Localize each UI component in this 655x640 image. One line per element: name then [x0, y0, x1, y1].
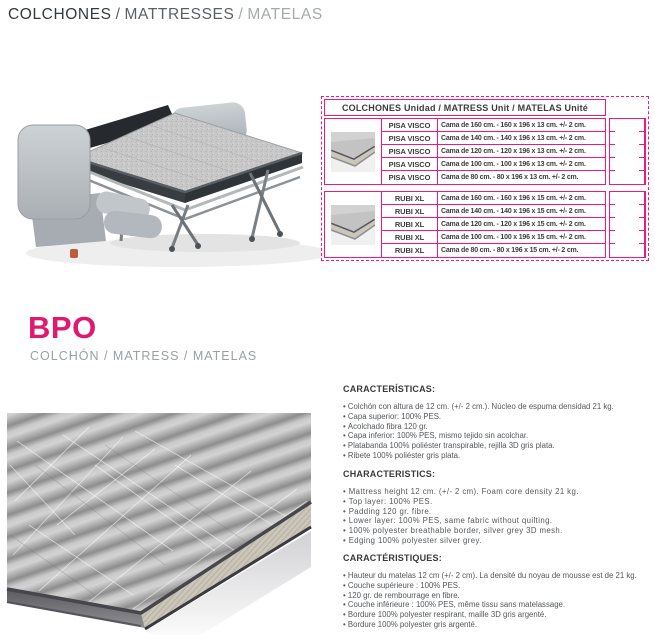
bullet-item: • Padding 120 gr. fibre.: [343, 507, 655, 517]
model-name-cell: RUBI XL: [382, 192, 438, 204]
mattress-closeup-illustration: [5, 405, 315, 635]
product-name: BPO: [28, 310, 97, 345]
bullet-item: • Mattress height 12 cm. (+/- 2 cm). Foam core density 21 kg.: [343, 487, 655, 497]
bullet-item: • Capa inferior: 100% PES, mismo tejido sin acolchar.: [343, 431, 655, 441]
size-desc-cell: Cama de 140 cm. - 140 x 196 x 13 cm. +/- 2 cm.: [441, 134, 586, 142]
bullet-item: • Acolchado fibra 120 gr.: [343, 422, 655, 432]
bullet-item: • Colchón con altura de 12 cm. (+/- 2 cm.). Núcleo de espuma densidad 21 kg.: [343, 402, 655, 412]
model-name-cell: PISA VISCO: [382, 119, 438, 131]
section-heading: CHARACTERISTICS:: [343, 469, 436, 479]
bullet-item: • Platabanda 100% poliéster transpirable, rejilla 3D gris plata.: [343, 441, 655, 451]
breadcrumb-item-colchones: COLCHONES: [8, 6, 112, 23]
product-subtitle: COLCHÓN / MATRESS / MATELAS: [30, 349, 258, 363]
size-desc-cell: Cama de 160 cm. - 160 x 196 x 13 cm. +/- 2 cm.: [441, 121, 586, 129]
bullet-item: • Bordure 100% polyester respirant, maille 3D gris argenté.: [343, 610, 655, 620]
characteristics-section-fr: [343, 553, 655, 630]
characteristics-section-es: [343, 384, 655, 461]
bullet-item: • Hauteur du matelas 12 cm (+/- 2 cm). La densité du noyau de mousse est de 21 kg.: [343, 571, 655, 581]
bullet-item: • Ribete 100% poliéster gris plata.: [343, 451, 655, 461]
model-name-cell: PISA VISCO: [382, 171, 438, 184]
size-desc-cell: Cama de 80 cm. - 80 x 196 x 13 cm. +/- 2 cm.: [441, 174, 579, 181]
bullet-item: • Capa superior: 100% PES.: [343, 412, 655, 422]
breadcrumb-separator: /: [238, 6, 244, 23]
size-desc-cell: Cama de 100 cm. - 100 x 196 x 15 cm. +/- 2 cm.: [441, 233, 586, 241]
bullet-item: • Bordure 100% polyester gris argenté.: [343, 620, 655, 630]
size-desc-cell: Cama de 80 cm. - 80 x 196 x 15 cm. +/- 2 cm.: [441, 247, 579, 254]
characteristics-sections: [343, 0, 655, 640]
bullet-list: [343, 402, 655, 461]
characteristics-section-en: [343, 469, 655, 546]
size-desc-cell: Cama de 160 cm. - 160 x 196 x 15 cm. +/- 2 cm.: [441, 194, 586, 202]
breadcrumb-item-mattresses: MATTRESSES: [124, 6, 235, 23]
model-name-cell: RUBI XL: [382, 231, 438, 243]
sofa-bed-photo: [0, 55, 330, 290]
mattress-closeup-photo: [5, 405, 315, 635]
section-heading: CARACTÉRISTIQUES:: [343, 553, 442, 563]
bullet-item: • Couche supérieure : 100% PES.: [343, 581, 655, 591]
model-name-cell: PISA VISCO: [382, 145, 438, 157]
breadcrumb-separator: /: [115, 6, 121, 23]
model-name-cell: RUBI XL: [382, 244, 438, 257]
model-name-cell: PISA VISCO: [382, 158, 438, 170]
bullet-item: • Top layer: 100% PES.: [343, 497, 655, 507]
bullet-item: • Lower layer: 100% PES, same fabric without quilting.: [343, 516, 655, 526]
breadcrumb-item-matelas: MATELAS: [247, 6, 323, 23]
size-desc-cell: Cama de 140 cm. - 140 x 196 x 15 cm. +/- 2 cm.: [441, 207, 586, 215]
size-desc-cell: Cama de 120 cm. - 120 x 196 x 15 cm. +/- 2 cm.: [441, 220, 586, 228]
bullet-item: • Couche inférieure : 100% PES, même tissu sans matelassage.: [343, 600, 655, 610]
model-name-cell: RUBI XL: [382, 205, 438, 217]
size-desc-cell: Cama de 100 cm. - 100 x 196 x 13 cm. +/- 2 cm.: [441, 160, 586, 168]
breadcrumb: [8, 6, 323, 24]
section-heading: CARACTERÍSTICAS:: [343, 384, 436, 394]
bullet-item: • Edging 100% polyester silver grey.: [343, 536, 655, 546]
size-desc-cell: Cama de 120 cm. - 120 x 196 x 13 cm. +/- 2 cm.: [441, 147, 586, 155]
sofa-bed-illustration: [0, 55, 330, 290]
bullet-item: • 100% polyester breathable border, silver grey 3D mesh.: [343, 526, 655, 536]
bullet-list: [343, 571, 655, 630]
model-name-cell: PISA VISCO: [382, 132, 438, 144]
bullet-item: • 120 gr. de rembourrage en fibre.: [343, 591, 655, 601]
spec-table-title: COLCHONES Unidad / MATRESS Unit / MATELAS Unité: [324, 99, 606, 116]
model-name-cell: RUBI XL: [382, 218, 438, 230]
bullet-list: [343, 487, 655, 546]
